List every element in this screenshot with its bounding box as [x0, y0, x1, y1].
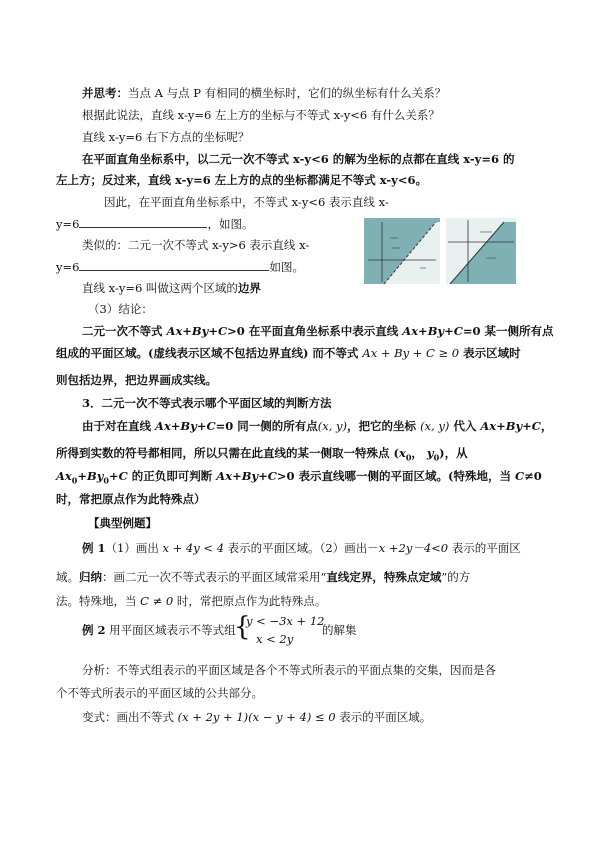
example-2-tail: 的解集: [322, 623, 357, 637]
expr-by0: +By: [77, 469, 104, 483]
as-figure: 如图。: [269, 260, 304, 274]
method-text-d: 代入: [449, 419, 481, 433]
system-eq-2: x < 2y: [256, 632, 294, 646]
think-text: 当点 A 与点 P 有相同的横坐标时，它们的纵坐标有什么关系？: [128, 86, 447, 100]
example-1-text-b: 表示的平面区域。（2）画出－: [224, 541, 379, 555]
conclusion-text-a: 二元一次不等式: [82, 324, 167, 338]
text-line-18: [56, 469, 542, 488]
summary-text-a: 域。: [56, 570, 79, 584]
var-c: C: [515, 469, 525, 483]
method-text-b: =0 同一侧的所有点: [215, 419, 318, 433]
conclusion-text-e: 表示区域时: [459, 346, 521, 360]
var-x0: x: [398, 446, 406, 460]
expr-axbyc: Ax+By+C: [166, 324, 228, 338]
boundary-term: 边界: [237, 281, 261, 295]
text-line-13: [56, 346, 521, 361]
sub-0: 0: [103, 475, 109, 486]
neq-zero: ≠0: [524, 469, 542, 483]
think-label: 并思考：: [82, 86, 128, 100]
text-line-19: 时，常把原点作为此特殊点）: [56, 492, 206, 506]
region-figure-left: [364, 218, 440, 284]
analysis-line-1: 分析：不等式组表示的平面区域是各个不等式所表示的平面点集的交集，因而是各: [82, 663, 496, 677]
special-text-a: 法。特殊地，当: [56, 594, 141, 608]
var-y0: y: [426, 446, 434, 460]
line-eq: y=6: [56, 260, 80, 274]
region-figure-right: [446, 218, 516, 284]
sub-0: 0: [405, 452, 412, 463]
method-text-g: )，从: [439, 446, 468, 460]
summary-method: 直线定界，特殊点定域: [326, 570, 442, 584]
boundary-text: 直线 x-y=6 叫做这两个区域的: [82, 281, 238, 295]
text-line-4: 在平面直角坐标系中，以二元一次不等式 x-y<6 的解为坐标的点都在直线 x-y=6 的: [82, 152, 515, 166]
method-text-c: ，把它的坐标: [347, 419, 421, 433]
point-xy: (x, y): [317, 419, 348, 433]
text-line-3: 直线 x-y=6 右下方点的坐标呢？: [82, 130, 250, 144]
method-text-i: >0 表示直线哪一侧的平面区域。(特殊地，当: [276, 469, 515, 483]
summary-text-b: ：画二元一次不等式表示的平面区域常采用“: [102, 570, 327, 584]
variant-text-b: 表示的平面区域。: [335, 710, 432, 724]
text-line-1: [82, 86, 446, 101]
example-2-line: [82, 623, 236, 638]
analysis-line-2: 个不等式所表示的平面区域的公共部分。: [56, 686, 263, 700]
expr-ax0: Ax: [56, 469, 72, 483]
method-text-f: 所得到实数的符号都相同，所以只需在此直线的某一侧取一特殊点 (: [56, 446, 399, 460]
text-line-16: [82, 419, 552, 434]
method-text-h: 的正负即可判断: [127, 469, 217, 483]
system-brace-icon: {: [234, 612, 251, 642]
summary-text-c: ”的方: [441, 570, 471, 584]
expr-axbyc-3: Ax+By+C: [155, 419, 216, 433]
text-line-7: [56, 216, 253, 232]
comma: ，: [411, 446, 427, 460]
point-xy-2: (x, y): [420, 419, 450, 433]
expr-ineq-1: x + 4y < 4: [162, 541, 225, 555]
special-text-b: 时，常把原点作为此特殊点。: [173, 594, 327, 608]
summary-label: 归纳: [79, 570, 102, 584]
text-line-8: 类似的：二元一次不等式 x-y>6 表示直线 x-: [82, 238, 310, 252]
example-1-line: [82, 541, 521, 556]
conclusion-text-b: >0 在平面直角坐标系中表示直线: [227, 324, 403, 338]
text-line-9: [56, 259, 304, 275]
expr-ineq-2: x +2y－4<0: [378, 541, 449, 555]
text-line-11: （3）结论：: [88, 302, 153, 316]
expr-axbyc-4: Ax+By+C: [480, 419, 541, 433]
conclusion-text-c: =0 某一侧所有点: [462, 324, 554, 338]
example-1-text-a: （1）画出: [105, 541, 163, 555]
examples-heading: 【典型例题】: [88, 516, 157, 530]
section-heading-3: 3．二元一次不等式表示哪个平面区域的判断方法: [82, 396, 332, 410]
fill-blank-1[interactable]: [79, 216, 207, 228]
text-line-17: [56, 446, 468, 465]
sub-0: 0: [71, 475, 78, 486]
expr-axbyc-2: Ax+By+C: [402, 324, 463, 338]
expr-product-ineq: (x + 2y + 1)(x − y + 4) ≤ 0: [177, 710, 336, 724]
text-line-6: 因此，在平面直角坐标系中，不等式 x-y<6 表示直线 x-: [104, 195, 389, 209]
text-line-10: [82, 281, 261, 296]
example-2-text-a: 用平面区域表示不等式组: [105, 623, 236, 637]
sub-0: 0: [433, 452, 440, 463]
text-line-2: 根据此说法，直线 x-y=6 左上方的坐标与不等式 x-y<6 有什么关系？: [82, 108, 440, 122]
method-text-a: 由于对在直线: [82, 419, 156, 433]
conclusion-text-d: 组成的平面区域。(虚线表示区域不包括边界直线) 而不等式: [56, 346, 363, 360]
text-line-22: [56, 570, 470, 585]
variant-text-a: 变式：画出不等式: [82, 710, 178, 724]
text-line-23: [56, 594, 326, 609]
expr-c-neq-0: C ≠ 0: [140, 594, 174, 608]
as-figure: ，如图。: [207, 217, 254, 231]
expr-c: +C: [108, 469, 128, 483]
variant-line: [82, 710, 431, 725]
example-1-label: 例 1: [82, 541, 106, 555]
expr-geq: Ax + By + C ≥ 0: [362, 346, 460, 360]
text-line-12: [82, 324, 554, 339]
text-line-14: 则包括边界，把边界画成实线。: [56, 373, 217, 387]
system-eq-1: y < −3x + 12: [246, 614, 325, 628]
expr-axbyc-5: Ax+By+C: [216, 469, 277, 483]
example-1-text-c: 表示的平面区: [448, 541, 521, 555]
example-2-label: 例 2: [82, 623, 106, 637]
line-eq: y=6: [56, 217, 80, 231]
text-line-5: 左上方；反过来，直线 x-y=6 左上方的点的坐标都满足不等式 x-y<6。: [56, 173, 428, 187]
method-text-e: ，: [540, 419, 553, 433]
fill-blank-2[interactable]: [79, 259, 269, 271]
